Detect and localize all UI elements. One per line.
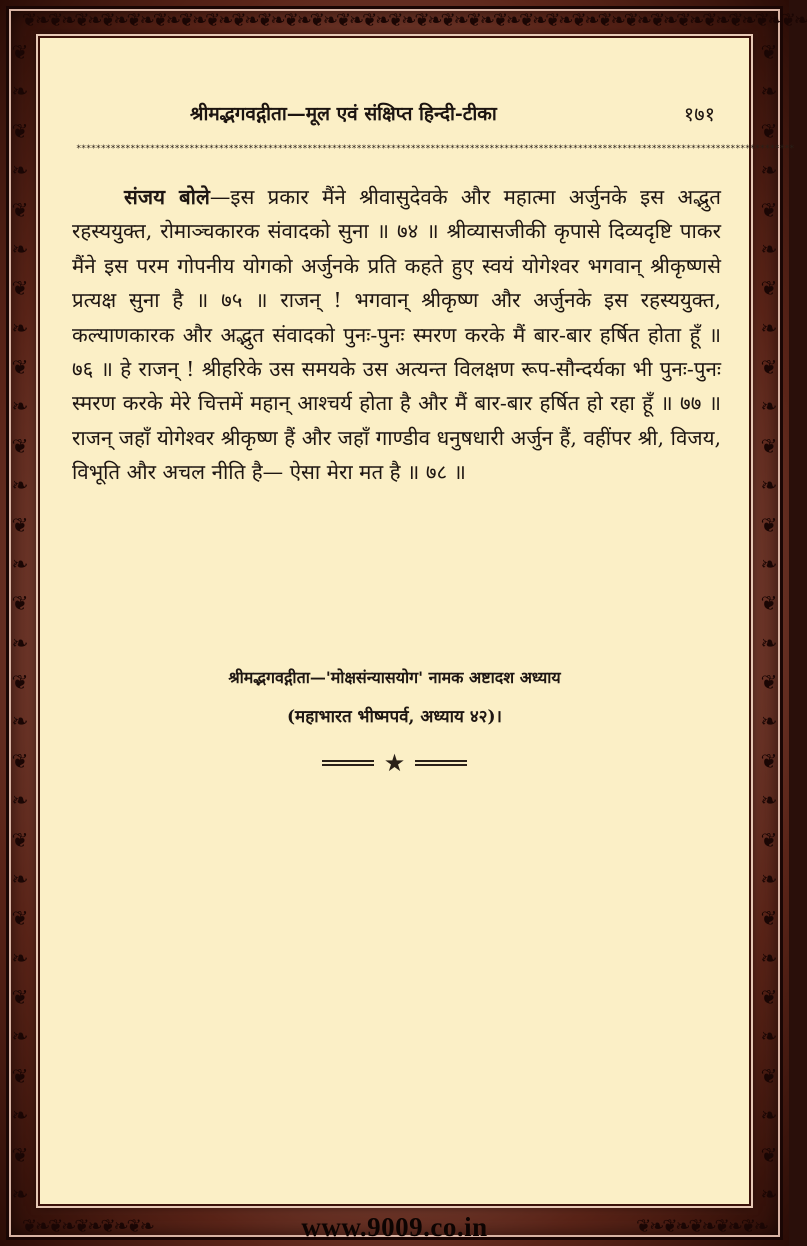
chapter-colophon: श्रीमद्भगवद्गीता—'मोक्षसंन्यासयोग' नामक अष्टादश अध्याय	[228, 668, 561, 687]
speaker-label: संजय बोले	[124, 185, 210, 209]
ornament-swirl-icon: ❦	[760, 40, 778, 64]
ornament-swirl-icon: ❦	[11, 40, 29, 64]
verse-paragraph: —इस प्रकार मैंने श्रीवासुदेवके और महात्मा अर्जुनके इस अद्भुत रहस्ययुक्त, रोमाञ्चकारक संवादको सुना ॥ ७४ ॥ श्रीव्यासजीकी कृपासे दिव्यदृष्टि पाकर मैंने इस परम गोपनीय योगको अर्जुनके प्रति कहते हुए स्वयं योगेश्वर भगवान् श्रीकृष्णसे प्रत्यक्ष सुना है ॥ ७५ ॥ राजन् ! भगवान् श्रीकृष्ण और अर्जुनके इस रहस्ययुक्त, कल्याणकारक और अद्भुत संवादको पुनः-पुनः स्मरण करके मैं बार-बार हर्षित होता हूँ ॥ ७६ ॥ हे राजन् ! श्रीहरिके उस समयके उस अत्यन्त विलक्षण रूप-सौन्दर्यका भी पुनः-पुनः स्मरण करके मेरे चित्तमें महान् आश्चर्य होता है और मैं बार-बार हर्षित हो रहा हूँ ॥ ७७ ॥ राजन् जहाँ योगेश्वर श्रीकृष्ण हैं और जहाँ गाण्डीव धनुषधारी अर्जुन हैं, वहींपर श्री, विजय, विभूति और अचल नीति है— ऐसा मेरा मत है ॥ ७८ ॥	[72, 185, 721, 485]
page-title: श्रीमद्भगवद्गीता—मूल एवं संक्षिप्त हिन्दी-टीका	[190, 103, 497, 125]
ornament-swirl-icon: ❦❧❦❧❦❧❦❧❦❧	[636, 1215, 767, 1237]
right-ornament-border: ❦ ❧ ❦ ❧ ❦ ❧ ❦ ❧ ❦ ❧ ❦ ❧ ❦ ❧ ❦ ❧ ❦ ❧ ❦ ❧ ❦ ❧ ❦ ❧ ❦ ❧ ❦ ❧ ❦ ❧	[760, 40, 778, 1206]
ornament-swirl-icon: ❦❧❦❧❦❧❦❧❦❧	[22, 1215, 153, 1237]
header-divider: **************************************************************************************************************************************************	[76, 144, 795, 154]
star-icon: ★	[383, 749, 406, 777]
book-page	[38, 36, 795, 1206]
left-ornament-border: ❦ ❧ ❦ ❧ ❦ ❧ ❦ ❧ ❦ ❧ ❦ ❧ ❦ ❧ ❦ ❧ ❦ ❧ ❦ ❧ ❦ ❧ ❦ ❧ ❦ ❧ ❦ ❧ ❦ ❧	[11, 40, 29, 1206]
section-end-ornament	[40, 750, 749, 776]
double-rule-left	[322, 760, 374, 766]
page-number: १७१	[683, 102, 715, 126]
ornament-swirl-icon: ❦❧❦❧❦❧❦❧❦❧❦❧❦❧❦❧❦❧❦❧❦❧❦❧❦❧❦❧❦❧❦❧❦❧❦❧❦❧❦❧❦❧❦❧❦❧❦❧❦❧❦❧❦❧❦❧❦❧❦❧	[22, 9, 807, 31]
website-watermark: www.9009.co.in	[301, 1212, 488, 1242]
verse-text	[72, 180, 721, 490]
chapter-source: (महाभारत भीष्मपर्व, अध्याय ४२)।	[287, 707, 502, 727]
double-rule-right	[415, 760, 467, 766]
page-header	[40, 98, 749, 138]
top-ornament-border	[22, 8, 807, 32]
